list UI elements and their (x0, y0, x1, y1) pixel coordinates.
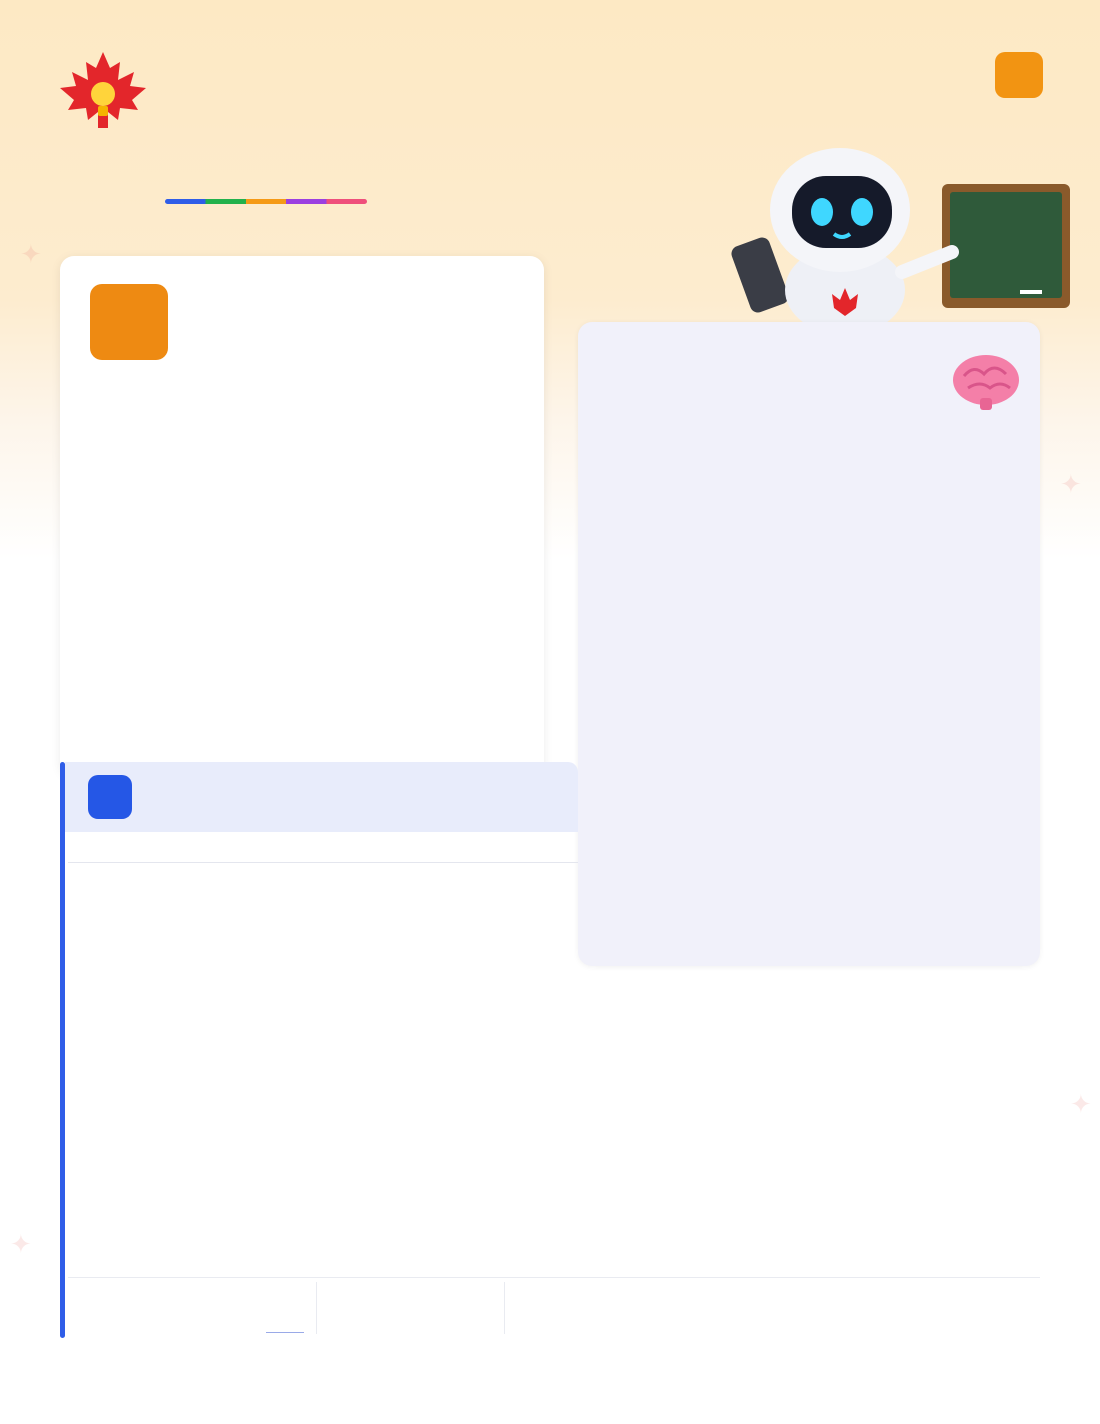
maple-leaf-icon: ✦ (1060, 470, 1082, 500)
hardest-skill-answer-line[interactable] (266, 1332, 304, 1333)
section-header (65, 762, 578, 832)
unit-badge (90, 284, 168, 360)
header-divider (68, 862, 578, 863)
skills-section (60, 762, 1040, 1338)
maple-leaf-icon: ✦ (1070, 1090, 1092, 1120)
page-badge (995, 52, 1043, 98)
reflection-divider (316, 1282, 317, 1334)
maple-leaf-icon: ✦ (10, 1230, 32, 1260)
color-bar (165, 199, 367, 204)
section-accent-bar (60, 762, 65, 1338)
reflection-divider (504, 1282, 505, 1334)
maple-leaf-icon: ✦ (20, 240, 42, 270)
unit-card (60, 256, 544, 776)
brain-icon (950, 350, 1022, 412)
maple-lightbulb-logo (58, 50, 148, 140)
confidence-star-rating[interactable] (622, 592, 1002, 652)
robot-mascot-illustration (730, 140, 1075, 330)
reflection-row (68, 1277, 1040, 1337)
section-number-badge (88, 775, 132, 819)
